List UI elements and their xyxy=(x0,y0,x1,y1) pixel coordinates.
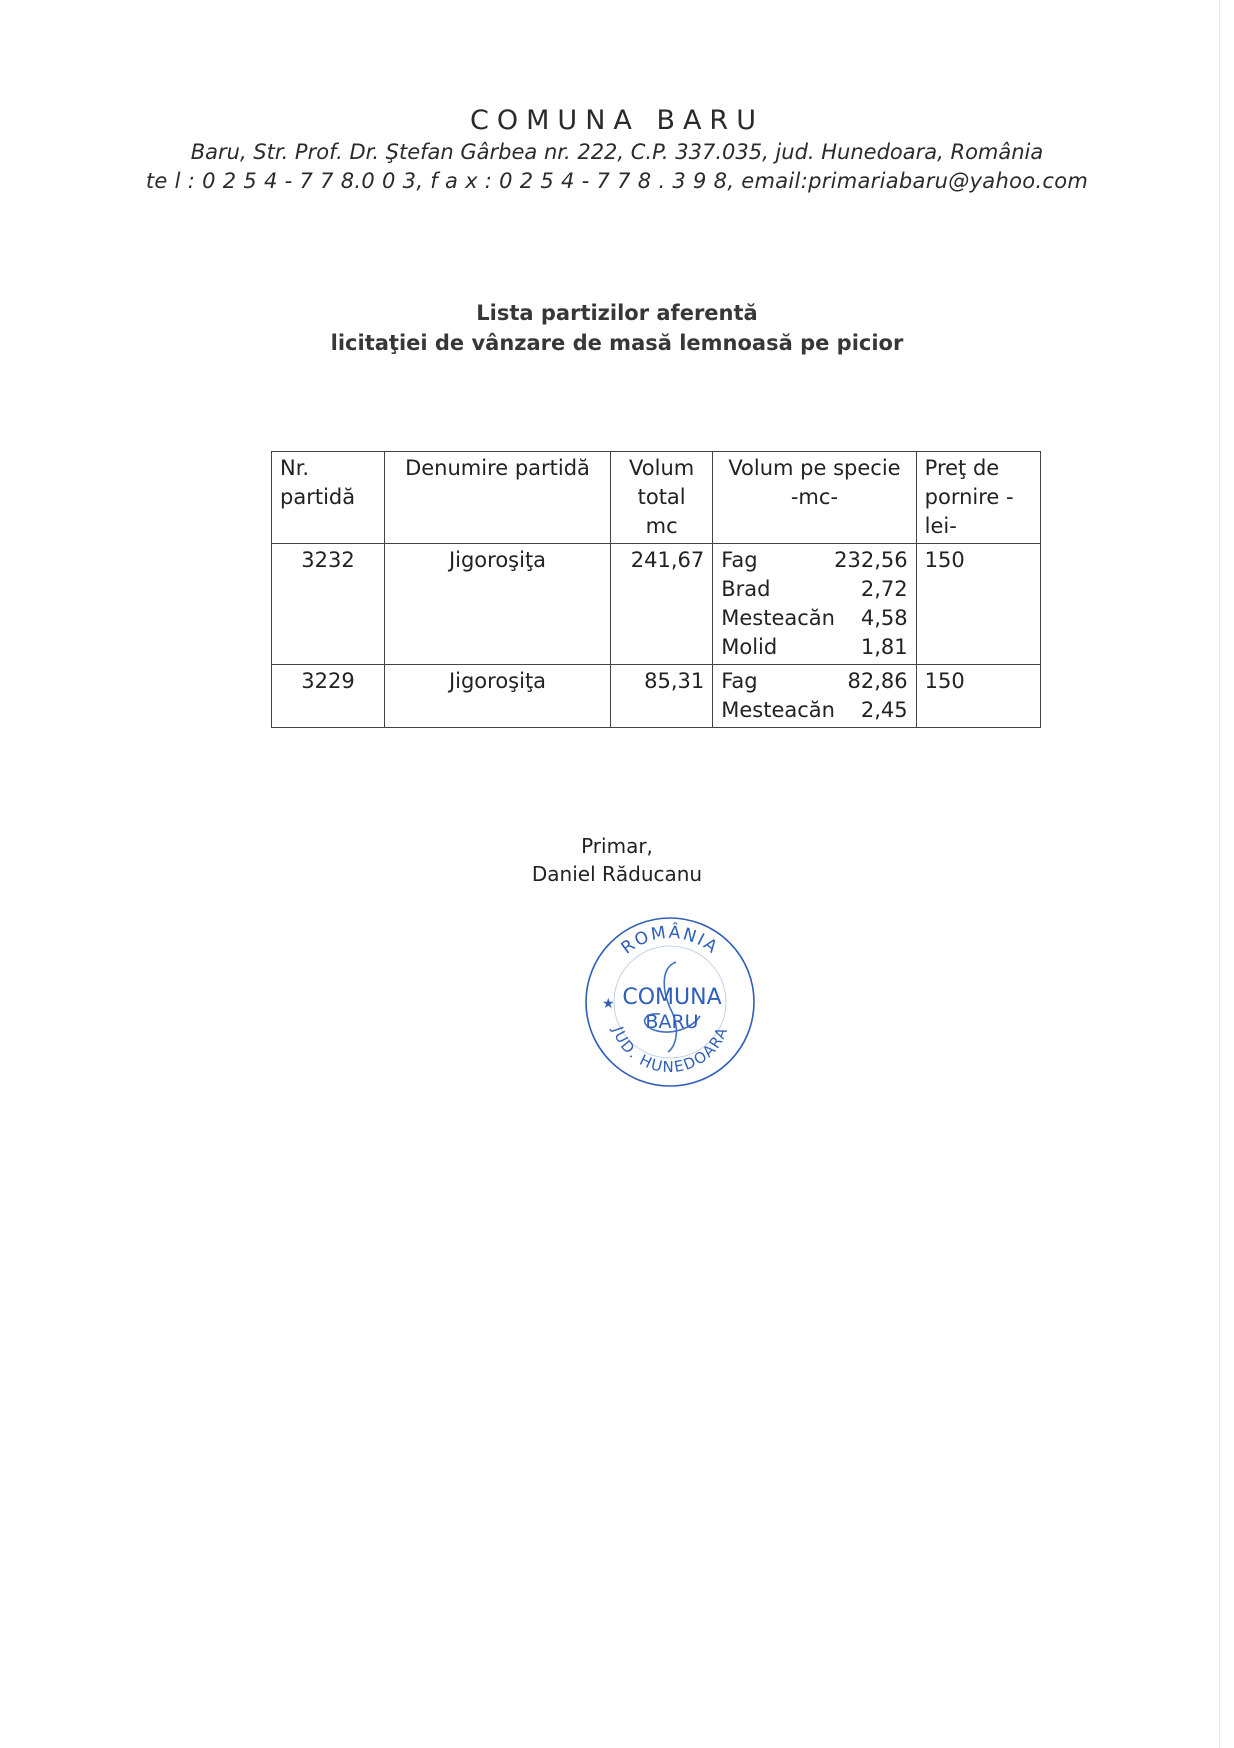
seal-center-line-2: BARU xyxy=(645,1011,699,1033)
cell-species xyxy=(713,544,916,665)
seal-center-line-1: COMUNA xyxy=(622,985,722,1010)
title-line-1: Lista partizilor aferentă xyxy=(476,301,758,325)
lots-table xyxy=(271,451,1041,728)
species-name: Molid xyxy=(721,635,778,659)
table-row xyxy=(272,544,1041,665)
cell-price: 150 xyxy=(916,665,1040,728)
cell-name: Jigoroşiţa xyxy=(385,665,611,728)
header-name xyxy=(385,452,611,544)
header-volume-line: total xyxy=(637,485,686,509)
header-species-line: -mc- xyxy=(790,485,839,509)
signatory-name: Daniel Răducanu xyxy=(531,862,703,886)
cell-species xyxy=(713,665,916,728)
species-line xyxy=(721,575,907,604)
organization-address: Baru, Str. Prof. Dr. Ştefan Gârbea nr. 222, C.P. 337.035, jud. Hunedoara, România xyxy=(190,140,1044,164)
organization-name: COMUNA BARU xyxy=(470,105,764,136)
species-line xyxy=(721,546,907,575)
species-value: 2,72 xyxy=(860,577,908,601)
header-price-line: pornire - xyxy=(924,485,1014,509)
species-name: Fag xyxy=(721,548,758,572)
species-line xyxy=(721,696,907,725)
seal-top-text: ROMÂNIA xyxy=(617,922,723,959)
header-price-line: Preţ de xyxy=(924,456,1000,480)
header-nr-line: partidă xyxy=(280,485,356,509)
species-name: Brad xyxy=(721,577,771,601)
seal-bottom-text: JUD. HUNEDOARA xyxy=(608,1023,732,1077)
cell-price: 150 xyxy=(916,544,1040,665)
species-value: 4,58 xyxy=(860,606,908,630)
cell-nr: 3229 xyxy=(272,665,385,728)
species-name: Mesteacăn xyxy=(721,698,835,722)
species-line xyxy=(721,633,907,662)
species-value: 232,56 xyxy=(834,548,908,572)
seal-star-icon: ★ xyxy=(602,996,615,1012)
header-volume xyxy=(611,452,713,544)
header-nr-line: Nr. xyxy=(280,456,310,480)
species-name: Fag xyxy=(721,669,758,693)
document-title xyxy=(0,298,1234,358)
official-seal-stamp xyxy=(580,912,760,1092)
title-line-2: licitaţiei de vânzare de masă lemnoasă pe picior xyxy=(330,331,904,355)
species-value: 1,81 xyxy=(860,635,908,659)
signatory-role: Primar, xyxy=(581,834,653,858)
cell-name: Jigoroşiţa xyxy=(385,544,611,665)
table-row xyxy=(272,665,1041,728)
species-value: 2,45 xyxy=(860,698,908,722)
header-volume-line: Volum xyxy=(629,456,695,480)
header-price-line: lei- xyxy=(924,514,957,538)
header-nr xyxy=(272,452,385,544)
header-price xyxy=(916,452,1040,544)
organization-contact: te l : 0 2 5 4 - 7 7 8.0 0 3, f a x : 0 2 5 4 - 7 7 8 . 3 9 8, email:primariabaru@yahoo.com xyxy=(145,169,1089,193)
signature-block xyxy=(0,832,1234,888)
cell-nr: 3232 xyxy=(272,544,385,665)
species-value: 82,86 xyxy=(847,669,908,693)
header-species-line: Volum pe specie xyxy=(728,456,901,480)
document-header xyxy=(0,104,1234,196)
table-header-row xyxy=(272,452,1041,544)
header-species xyxy=(713,452,916,544)
header-name-line: Denumire partidă xyxy=(405,456,590,480)
species-name: Mesteacăn xyxy=(721,606,835,630)
cell-volume: 241,67 xyxy=(611,544,713,665)
species-line xyxy=(721,604,907,633)
species-line xyxy=(721,667,907,696)
header-volume-line: mc xyxy=(645,514,678,538)
cell-volume: 85,31 xyxy=(611,665,713,728)
